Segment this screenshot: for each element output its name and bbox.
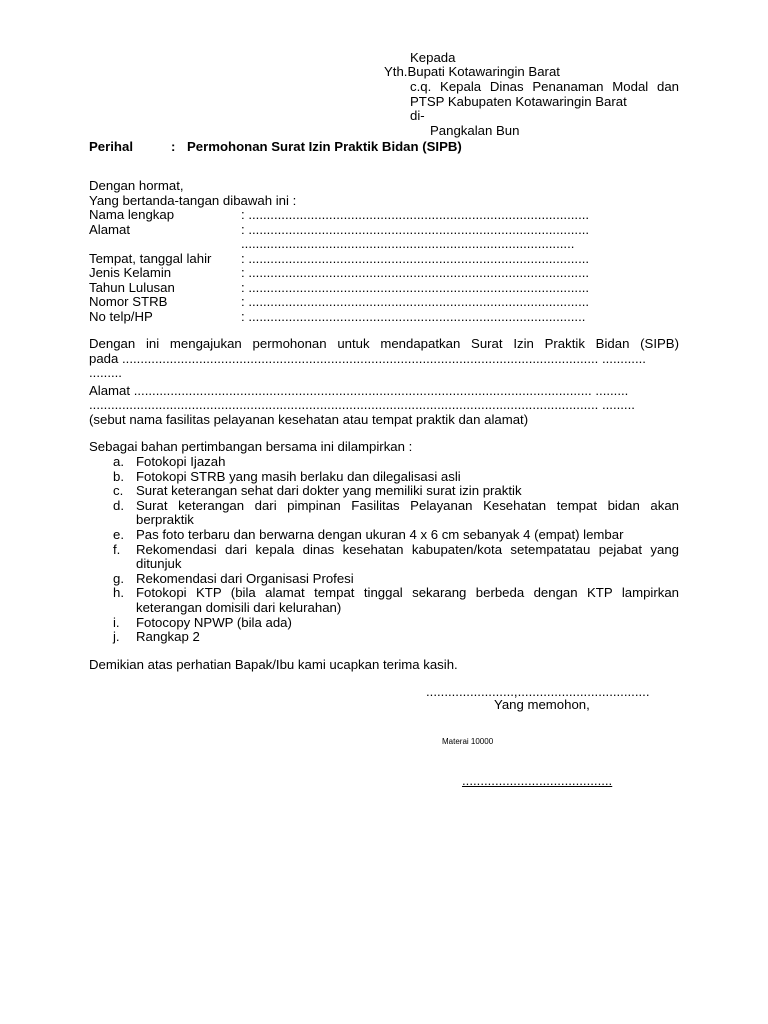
list-item-text: Fotokopi Ijazah (136, 454, 226, 469)
list-item-letter: g. (113, 570, 124, 586)
field-label-alamat: Alamat (89, 222, 131, 237)
field-value-nama: : ............................................................................................. (241, 207, 590, 222)
subject-label: Perihal (89, 139, 133, 154)
field-value-ttl: : ............................................................................................. (241, 251, 590, 266)
field-label-nomor-strb: Nomor STRB (89, 294, 168, 309)
field-value-nomor-strb: : ............................................................................................. (241, 294, 590, 309)
list-item-text-cont: berpraktik (136, 512, 194, 528)
list-item-text: Rekomendasi dari kepala dinas kesehatan kabupaten/kota setempatatau pejabat yang (136, 541, 679, 557)
attachments-intro: Sebagai bahan pertimbangan bersama ini dilampirkan : (89, 439, 413, 454)
field-value-alamat: : ............................................................................................. (241, 222, 590, 237)
request-line-1: Dengan ini mengajukan permohonan untuk mendapatkan Surat Izin Praktik Bidan (SIPB) (89, 336, 679, 351)
field-value-alamat-2: ........................................................................................... (241, 236, 575, 251)
subject-text: Permohonan Surat Izin Praktik Bidan (SIPB) (187, 139, 462, 154)
field-label-ttl: Tempat, tanggal lahir (89, 251, 212, 266)
list-item-text-cont: ditunjuk (136, 556, 182, 572)
list-item-text: Rangkap 2 (136, 629, 200, 645)
list-item-text: Surat keterangan sehat dari dokter yang memiliki surat izin praktik (136, 483, 522, 499)
list-item-letter: a. (113, 454, 124, 469)
attachments-list (0, 455, 768, 655)
signature-label: Yang memohon, (494, 697, 590, 712)
list-item-text: Pas foto terbaru dan berwarna dengan ukuran 4 x 6 cm sebanyak 4 (empat) lembar (136, 527, 624, 542)
list-item-letter: j. (113, 629, 120, 645)
list-item-letter: d. (113, 497, 124, 513)
field-value-tahun-lulusan: : ............................................................................................. (241, 280, 590, 295)
list-item-letter: c. (113, 483, 124, 499)
request-line-5: ........................................................................................................................................... ......... (89, 398, 635, 412)
request-note: (sebut nama fasilitas pelayanan kesehatan atau tempat praktik dan alamat) (89, 412, 529, 427)
intro-text: Yang bertanda-tangan dibawah ini : (89, 193, 297, 208)
list-item-letter: i. (113, 614, 120, 630)
materai-stamp-label: Materai 10000 (442, 737, 494, 746)
field-label-tahun-lulusan: Tahun Lulusan (89, 280, 175, 295)
recipient-line-5: Pangkalan Bun (430, 123, 520, 138)
closing-text: Demikian atas perhatian Bapak/Ibu kami ucapkan terima kasih. (89, 657, 458, 672)
list-item-letter: h. (113, 585, 124, 601)
list-item-text: Rekomendasi dari Organisasi Profesi (136, 570, 354, 586)
request-line-2: pada .................................................................................................................................. ............ (89, 352, 646, 366)
signature-name-line: ......................................... (462, 773, 613, 788)
subject-colon: : (171, 139, 176, 154)
list-item-text: Surat keterangan dari pimpinan Fasilitas Pelayanan Kesehatan tempat bidan akan (136, 497, 679, 513)
field-label-jenis-kelamin: Jenis Kelamin (89, 265, 172, 280)
list-item-text: Fotokopi KTP (bila alamat tempat tinggal sekarang berbeda dengan KTP lampirkan (136, 585, 679, 601)
field-value-jenis-kelamin: : ............................................................................................. (241, 265, 590, 280)
list-item-text: Fotokopi STRB yang masih berlaku dan dilegalisasi asli (136, 468, 461, 484)
recipient-line-1: Yth.Bupati Kotawaringin Barat (384, 64, 560, 79)
field-value-telp: : ............................................................................................ (241, 309, 586, 324)
recipient-line-3: PTSP Kabupaten Kotawaringin Barat (410, 94, 627, 109)
place-date-line: ........................,.................................... (426, 684, 650, 699)
list-item-letter: f. (113, 541, 121, 557)
recipient-line-4: di- (410, 108, 425, 123)
recipient-line-2: c.q. Kepala Dinas Penanaman Modal dan (410, 79, 679, 94)
greeting: Dengan hormat, (89, 178, 184, 193)
request-line-3: ......... (89, 365, 122, 380)
list-item-text: Fotocopy NPWP (bila ada) (136, 614, 292, 630)
list-item-text-cont: keterangan domisili dari kelurahan) (136, 600, 342, 615)
recipient-kepada: Kepada (410, 50, 456, 65)
list-item-letter: b. (113, 468, 124, 484)
list-item-letter: e. (113, 527, 124, 542)
field-label-telp: No telp/HP (89, 309, 153, 324)
field-label-nama: Nama lengkap (89, 207, 175, 222)
request-line-4: Alamat ............................................................................................................................. ......... (89, 384, 629, 398)
